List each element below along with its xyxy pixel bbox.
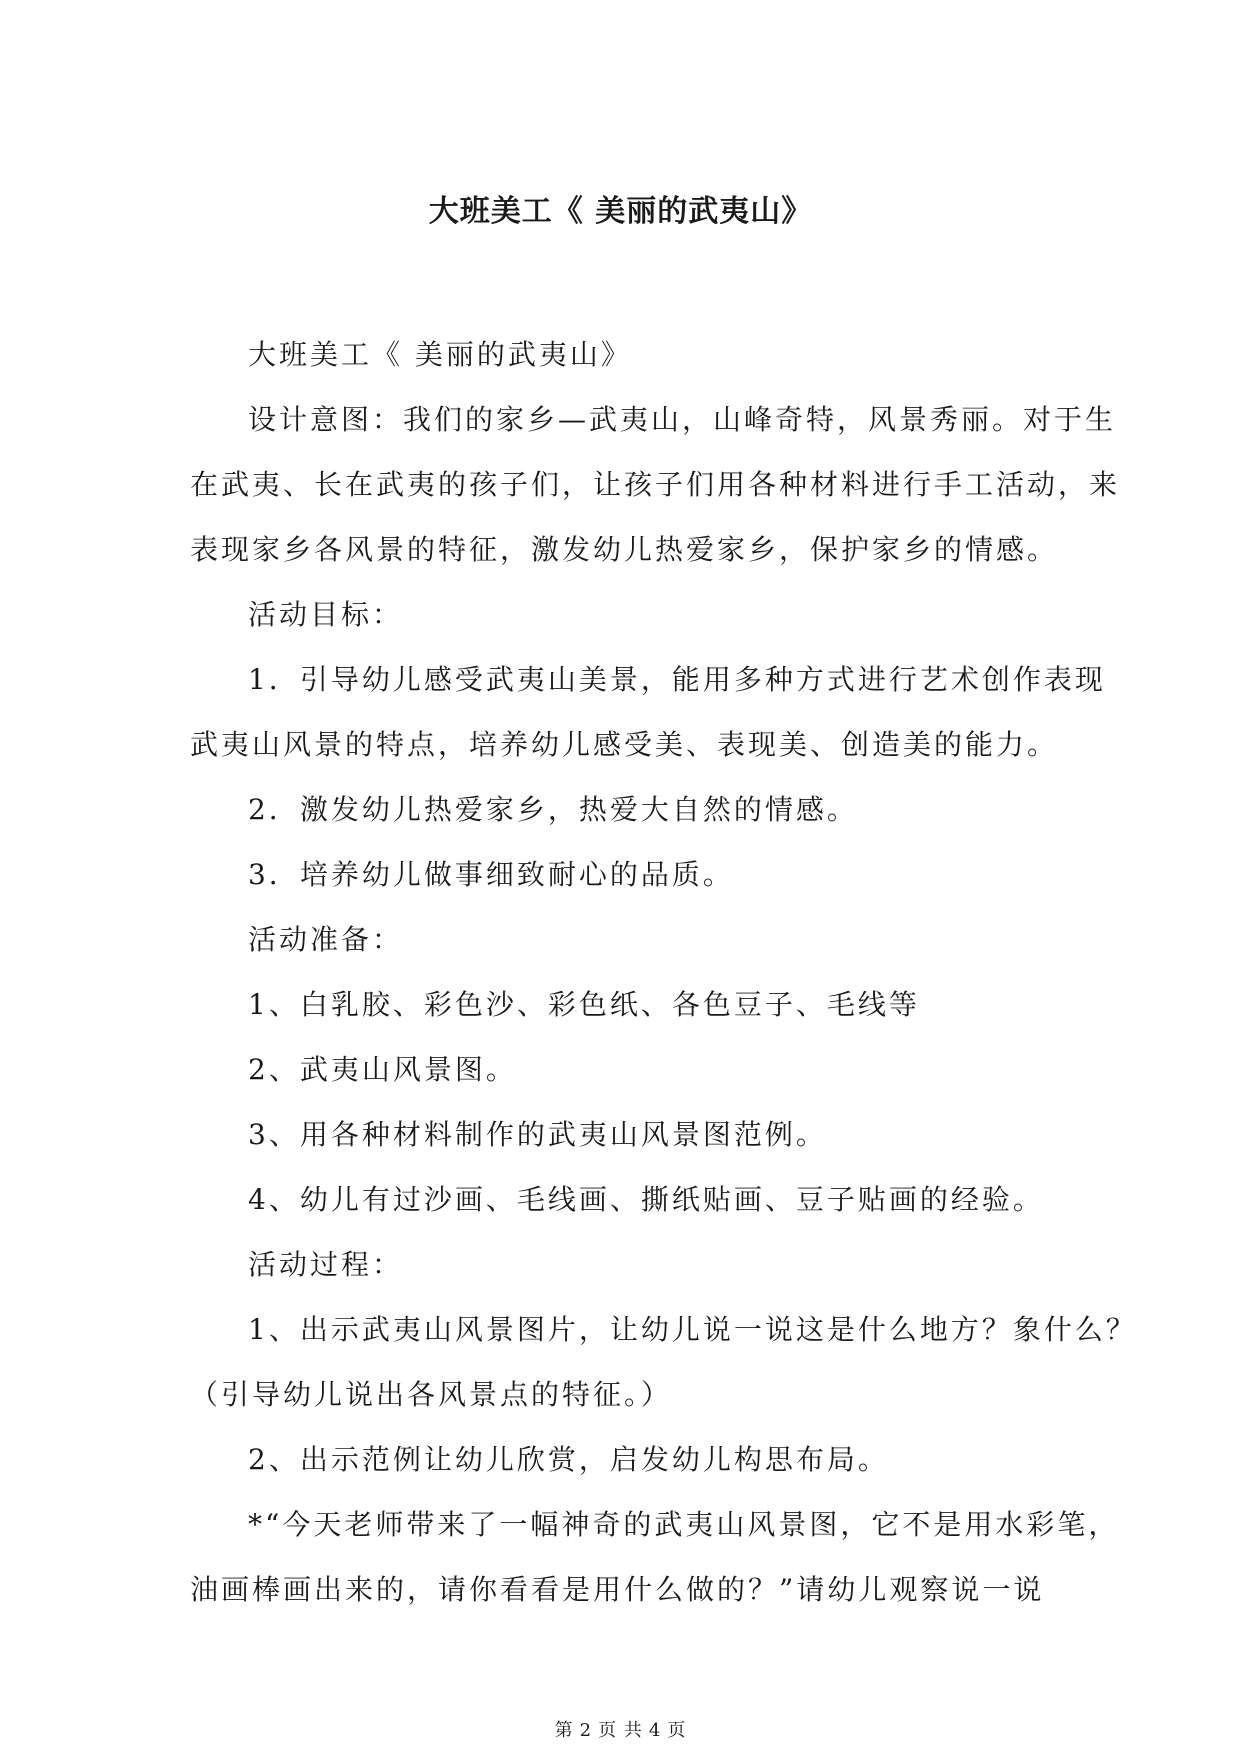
paragraph-line: 1．引导幼儿感受武夷山美景，能用多种方式进行艺术创作表现 [248,663,1106,696]
paragraph-line: 表现家乡各风景的特征，激发幼儿热爱家乡，保护家乡的情感。 [190,533,1059,566]
footer-page-number: 2 [579,1720,593,1741]
page-footer [0,1716,1241,1742]
paragraph-line: 武夷山风景的特点，培养幼儿感受美、表现美、创造美的能力。 [190,728,1059,761]
footer-middle: 页 共 [598,1720,643,1741]
paragraph-line: 2、武夷山风景图。 [248,1053,517,1086]
section-heading: 活动准备： [248,923,404,956]
section-heading: 活动目标： [248,598,404,631]
paragraph-line: 4、幼儿有过沙画、毛线画、撕纸贴画、豆子贴画的经验。 [248,1183,1044,1216]
section-heading: 活动过程： [248,1248,404,1281]
footer-prefix: 第 [554,1720,574,1741]
paragraph-line: 1、白乳胶、彩色沙、彩色纸、各色豆子、毛线等 [248,988,920,1021]
paragraph-line: 3、用各种材料制作的武夷山风景图范例。 [248,1118,827,1151]
paragraph-line: 3．培养幼儿做事细致耐心的品质。 [248,858,734,891]
paragraph-line: 2．激发幼儿热爱家乡，热爱大自然的情感。 [248,793,858,826]
footer-suffix: 页 [667,1720,687,1741]
paragraph-line: 油画棒画出来的，请你看看是用什么做的？”请幼儿观察说一说 [190,1573,1045,1606]
paragraph-line: 大班美工《 美丽的武夷山》 [248,338,632,371]
paragraph-line: *“今天老师带来了一幅神奇的武夷山风景图，它不是用水彩笔， [248,1508,1120,1541]
paragraph-line: 1、出示武夷山风景图片，让幼儿说一说这是什么地方？象什么？ [248,1313,1137,1346]
document-title: 大班美工《 美丽的武夷山》 [428,194,813,229]
paragraph-line: 设计意图：我们的家乡—武夷山，山峰奇特，风景秀丽。对于生 [248,403,1117,436]
paragraph-line: （引导幼儿说出各风景点的特征。） [190,1378,673,1411]
paragraph-line: 在武夷、长在武夷的孩子们，让孩子们用各种材料进行手工活动，来 [190,468,1121,501]
footer-total-pages: 4 [648,1720,662,1741]
document-body [190,322,1137,1622]
paragraph-line: 2、出示范例让幼儿欣赏，启发幼儿构思布局。 [248,1443,889,1476]
